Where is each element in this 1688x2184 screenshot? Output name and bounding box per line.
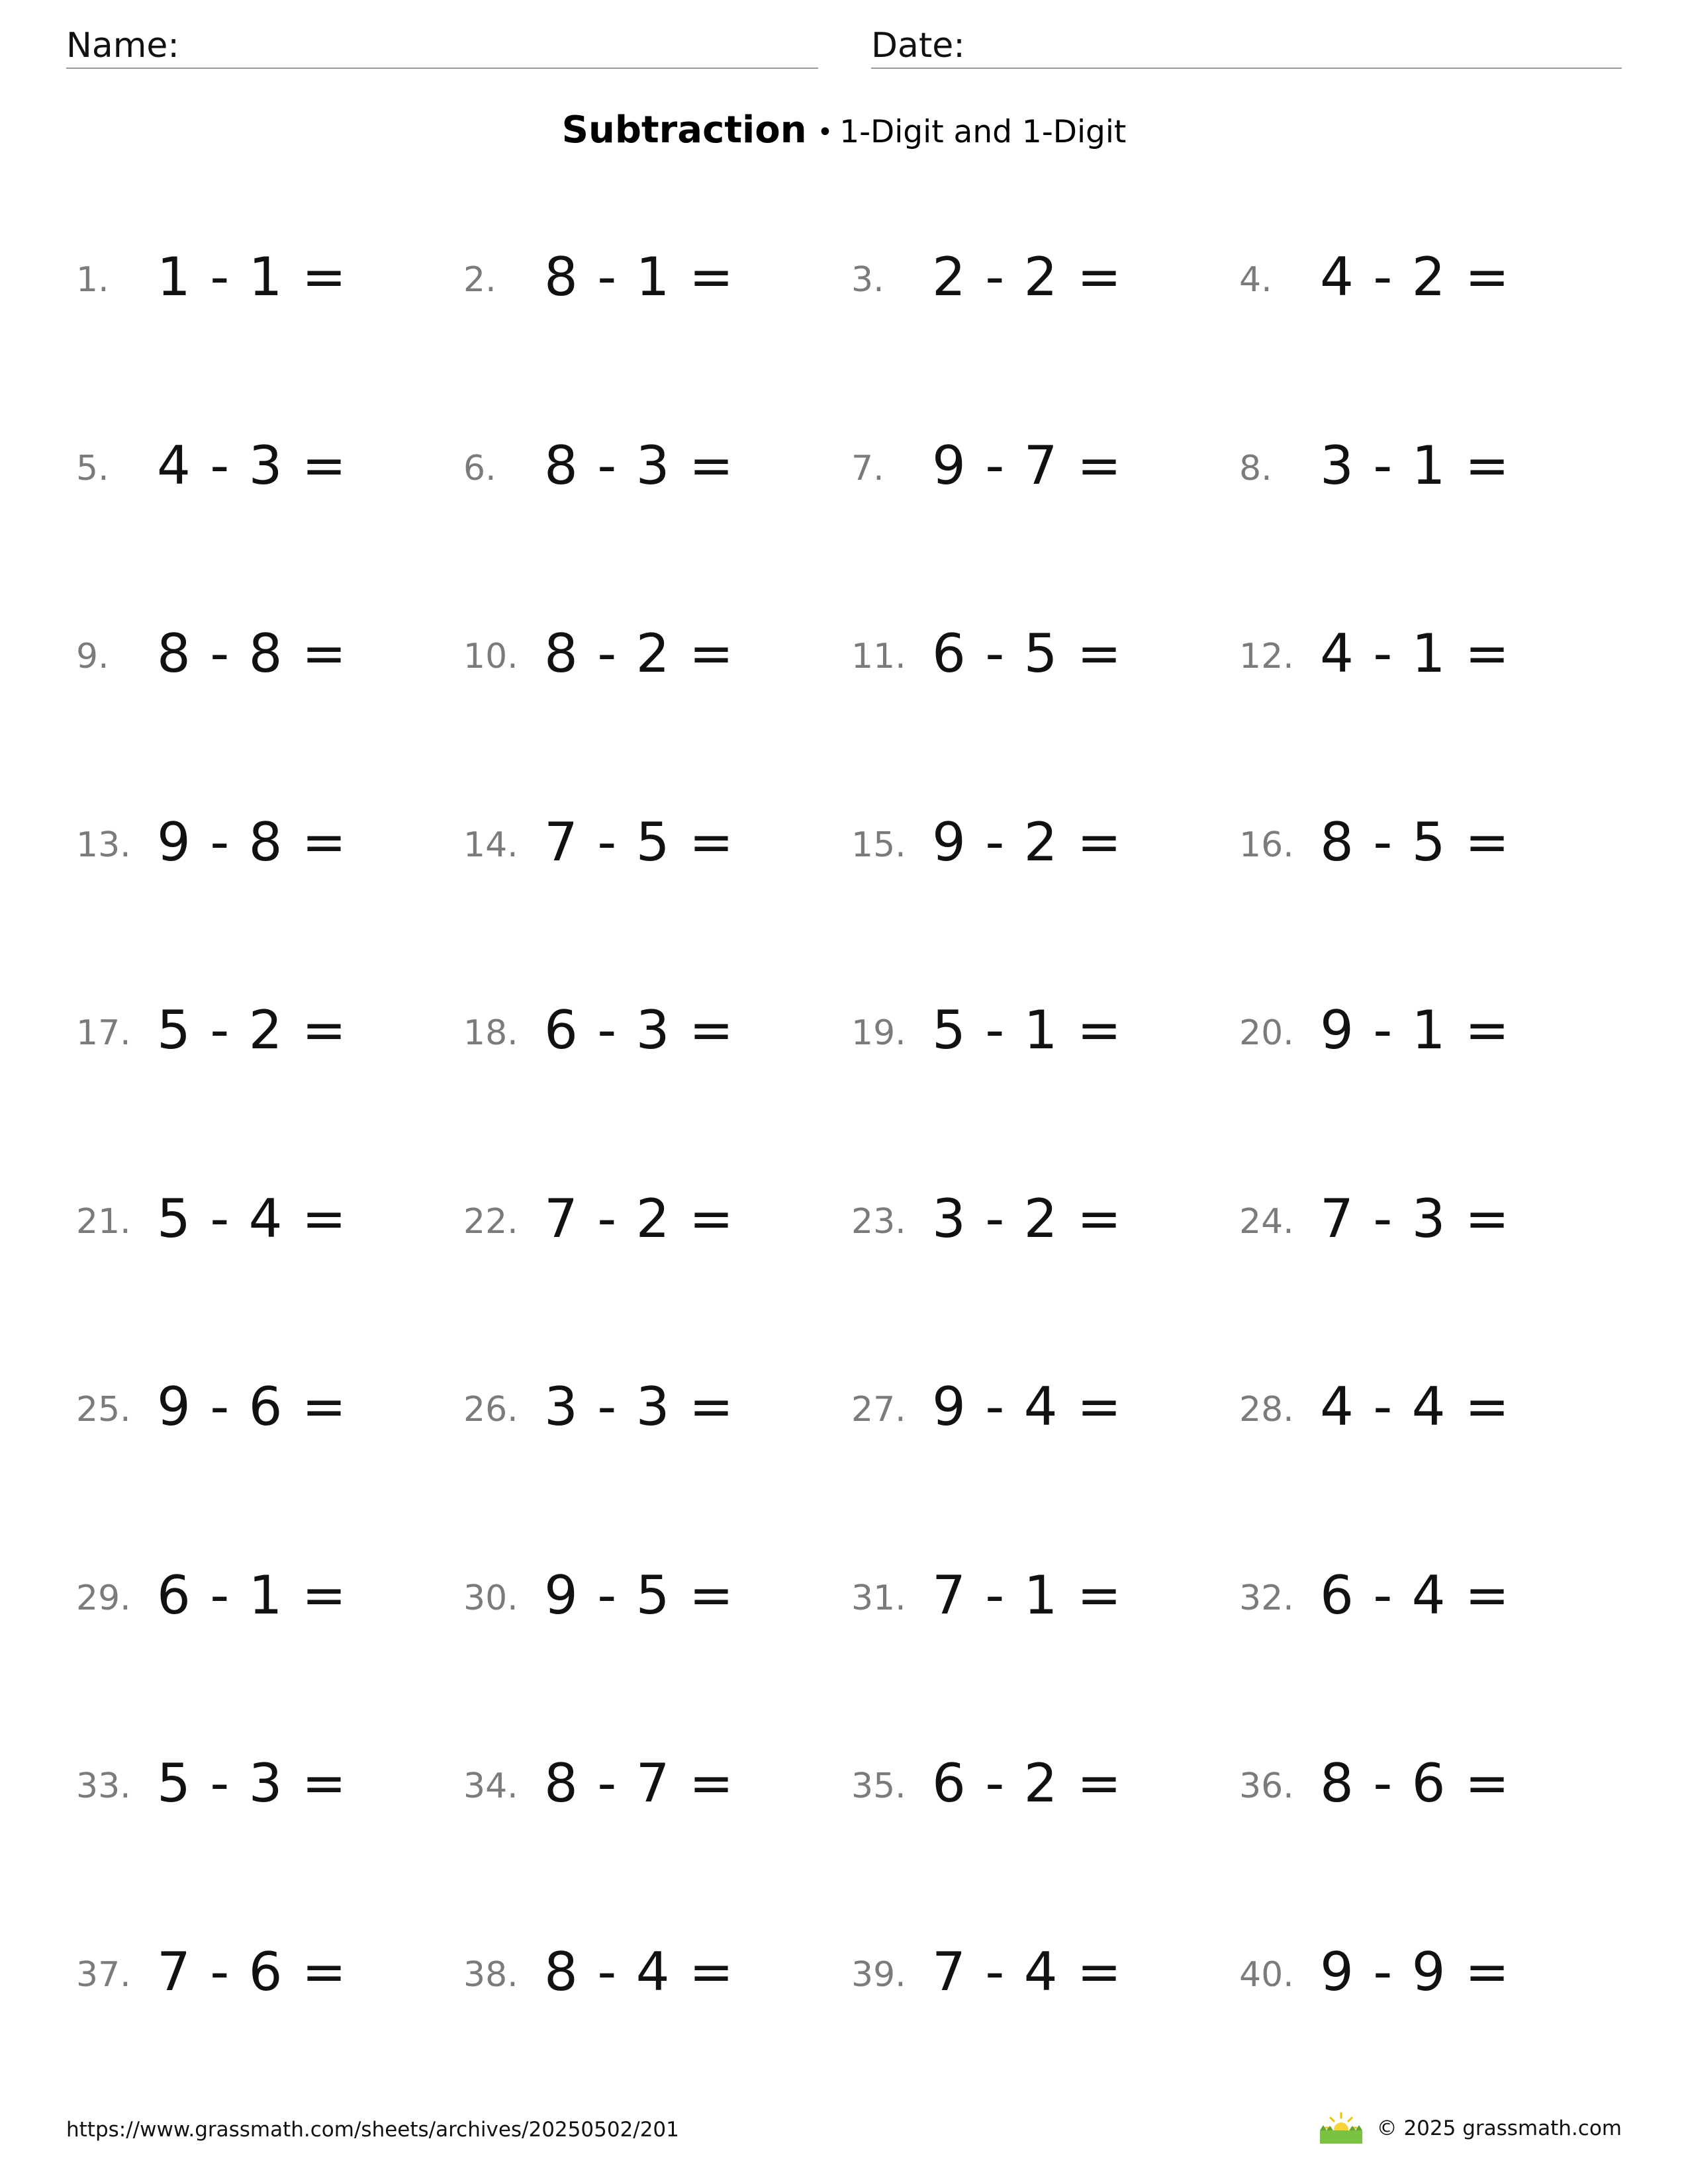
problem-expression: 8 - 4 = bbox=[544, 1940, 735, 2003]
problem-expression: 7 - 3 = bbox=[1320, 1187, 1511, 1250]
problem-number: 22. bbox=[463, 1201, 518, 1242]
problem-expression: 8 - 1 = bbox=[544, 246, 735, 308]
problem-item bbox=[463, 434, 834, 503]
problem-expression: 9 - 6 = bbox=[157, 1376, 348, 1437]
problem-number: 20. bbox=[1239, 1013, 1294, 1053]
problem-item bbox=[851, 625, 1222, 691]
problem-item bbox=[1239, 1754, 1610, 1821]
problem-expression: 9 - 2 = bbox=[932, 811, 1123, 873]
problem-item bbox=[463, 248, 834, 314]
problem-number: 3. bbox=[851, 260, 884, 300]
title-subtitle: 1-Digit and 1-Digit bbox=[839, 114, 1127, 150]
problem-expression: 6 - 5 = bbox=[932, 623, 1123, 684]
problem-expression: 1 - 1 = bbox=[157, 246, 348, 308]
problem-item bbox=[851, 813, 1222, 880]
problem-item bbox=[76, 813, 447, 880]
problem-number: 4. bbox=[1239, 260, 1272, 300]
problem-expression: 6 - 4 = bbox=[1320, 1564, 1511, 1626]
problem-item bbox=[1239, 1187, 1610, 1256]
problem-item bbox=[76, 1754, 447, 1821]
problem-item bbox=[463, 1001, 834, 1068]
problem-number: 12. bbox=[1239, 637, 1294, 676]
problem-number: 24. bbox=[1239, 1201, 1294, 1242]
problem-expression: 5 - 4 = bbox=[157, 1187, 348, 1250]
problem-expression: 9 - 5 = bbox=[544, 1564, 735, 1626]
problem-expression: 6 - 2 = bbox=[932, 1752, 1123, 1814]
problem-item bbox=[851, 1940, 1222, 2009]
problem-number: 26. bbox=[463, 1390, 518, 1430]
problem-number: 5. bbox=[76, 448, 109, 488]
problem-item bbox=[1239, 1940, 1610, 2009]
problem-expression: 7 - 4 = bbox=[932, 1940, 1123, 2003]
problem-number: 38. bbox=[463, 1954, 518, 1995]
problem-number: 7. bbox=[851, 448, 884, 488]
problem-number: 29. bbox=[76, 1578, 131, 1618]
problem-item bbox=[851, 434, 1222, 503]
problem-item bbox=[463, 625, 834, 691]
problem-item bbox=[1239, 1001, 1610, 1068]
problem-expression: 5 - 2 = bbox=[157, 999, 348, 1061]
problem-expression: 2 - 2 = bbox=[932, 246, 1123, 308]
problem-item bbox=[1239, 625, 1610, 691]
problem-number: 6. bbox=[463, 448, 496, 488]
problem-expression: 9 - 1 = bbox=[1320, 999, 1511, 1061]
problem-number: 18. bbox=[463, 1013, 518, 1053]
title-separator: • bbox=[817, 116, 833, 148]
problem-item bbox=[851, 1187, 1222, 1256]
problem-item bbox=[851, 248, 1222, 314]
name-label: Name: bbox=[66, 26, 179, 66]
problem-item bbox=[1239, 1564, 1610, 1633]
problem-expression: 8 - 7 = bbox=[544, 1752, 735, 1814]
problem-item bbox=[463, 1378, 834, 1444]
footer-brand bbox=[1317, 2110, 1622, 2147]
problem-expression: 4 - 4 = bbox=[1320, 1376, 1511, 1437]
footer-url[interactable]: https://www.grassmath.com/sheets/archives/20250502/201 bbox=[66, 2118, 679, 2142]
problem-item bbox=[463, 1187, 834, 1256]
problem-number: 8. bbox=[1239, 448, 1272, 488]
problem-item bbox=[76, 434, 447, 503]
problem-item bbox=[463, 1754, 834, 1821]
problem-number: 30. bbox=[463, 1578, 518, 1618]
footer-copyright: © 2025 grassmath.com bbox=[1376, 2116, 1622, 2140]
problem-expression: 8 - 2 = bbox=[544, 623, 735, 684]
problem-item bbox=[1239, 434, 1610, 503]
problem-number: 19. bbox=[851, 1013, 906, 1053]
problem-number: 13. bbox=[76, 825, 131, 865]
problem-expression: 4 - 1 = bbox=[1320, 623, 1511, 684]
problem-number: 33. bbox=[76, 1766, 131, 1806]
problem-item bbox=[463, 813, 834, 880]
problem-item bbox=[76, 1187, 447, 1256]
problem-number: 31. bbox=[851, 1578, 906, 1618]
problem-expression: 6 - 3 = bbox=[544, 999, 735, 1061]
problem-expression: 8 - 3 = bbox=[544, 434, 735, 496]
problem-expression: 7 - 2 = bbox=[544, 1187, 735, 1250]
problem-expression: 9 - 4 = bbox=[932, 1376, 1123, 1437]
problem-expression: 7 - 5 = bbox=[544, 811, 735, 873]
problem-item bbox=[76, 248, 447, 314]
problem-item bbox=[851, 1001, 1222, 1068]
problem-number: 27. bbox=[851, 1390, 906, 1430]
problem-number: 16. bbox=[1239, 825, 1294, 865]
problem-number: 36. bbox=[1239, 1766, 1294, 1806]
problem-number: 32. bbox=[1239, 1578, 1294, 1618]
problem-expression: 4 - 2 = bbox=[1320, 246, 1511, 308]
problem-number: 10. bbox=[463, 637, 518, 676]
problem-item bbox=[1239, 813, 1610, 880]
problem-expression: 7 - 6 = bbox=[157, 1940, 348, 2003]
problem-number: 34. bbox=[463, 1766, 518, 1806]
problem-number: 23. bbox=[851, 1201, 906, 1242]
problem-item bbox=[851, 1564, 1222, 1633]
problem-item bbox=[463, 1940, 834, 2009]
problem-expression: 6 - 1 = bbox=[157, 1564, 348, 1626]
problem-item bbox=[851, 1378, 1222, 1444]
problem-expression: 5 - 1 = bbox=[932, 999, 1123, 1061]
problem-expression: 8 - 8 = bbox=[157, 623, 348, 684]
problem-expression: 8 - 6 = bbox=[1320, 1752, 1511, 1814]
problem-expression: 9 - 7 = bbox=[932, 434, 1123, 496]
problem-item bbox=[76, 1378, 447, 1444]
problem-item bbox=[76, 1001, 447, 1068]
problem-expression: 3 - 3 = bbox=[544, 1376, 735, 1437]
problem-item bbox=[851, 1754, 1222, 1821]
date-label: Date: bbox=[871, 26, 965, 66]
problem-number: 1. bbox=[76, 260, 109, 300]
problem-number: 9. bbox=[76, 637, 109, 676]
problem-number: 15. bbox=[851, 825, 906, 865]
problem-item bbox=[76, 1940, 447, 2009]
problem-expression: 4 - 3 = bbox=[157, 434, 348, 496]
problem-number: 21. bbox=[76, 1201, 131, 1242]
problem-number: 28. bbox=[1239, 1390, 1294, 1430]
problem-number: 39. bbox=[851, 1954, 906, 1995]
problem-item bbox=[1239, 1378, 1610, 1444]
problem-number: 35. bbox=[851, 1766, 906, 1806]
problem-number: 2. bbox=[463, 260, 496, 300]
title-main: Subtraction bbox=[561, 109, 807, 152]
problem-number: 25. bbox=[76, 1390, 131, 1430]
problem-expression: 7 - 1 = bbox=[932, 1564, 1123, 1626]
problem-expression: 5 - 3 = bbox=[157, 1752, 348, 1814]
problem-expression: 3 - 2 = bbox=[932, 1187, 1123, 1250]
problem-item bbox=[463, 1564, 834, 1633]
problem-expression: 9 - 9 = bbox=[1320, 1940, 1511, 2003]
grass-sun-logo-icon bbox=[1317, 2112, 1365, 2145]
problem-number: 11. bbox=[851, 637, 906, 676]
problem-item bbox=[76, 625, 447, 691]
problem-expression: 9 - 8 = bbox=[157, 811, 348, 873]
problem-expression: 8 - 5 = bbox=[1320, 811, 1511, 873]
problem-item bbox=[1239, 248, 1610, 314]
problem-expression: 3 - 1 = bbox=[1320, 434, 1511, 496]
problem-number: 17. bbox=[76, 1013, 131, 1053]
problem-item bbox=[76, 1564, 447, 1633]
problem-number: 14. bbox=[463, 825, 518, 865]
problem-number: 37. bbox=[76, 1954, 131, 1995]
problem-number: 40. bbox=[1239, 1954, 1294, 1995]
